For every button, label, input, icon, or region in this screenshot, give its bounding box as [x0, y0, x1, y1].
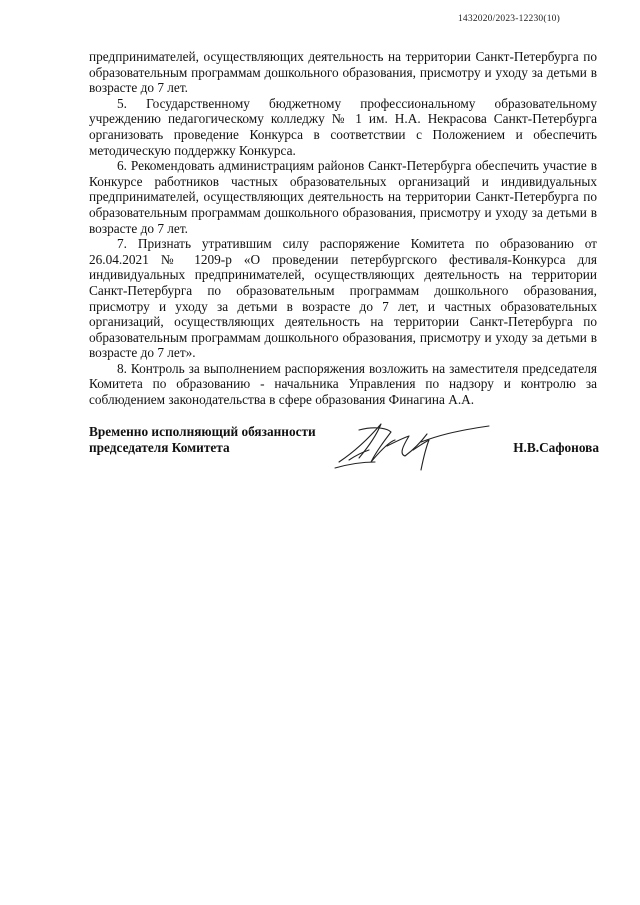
document-id: 1432020/2023-12230(10)	[457, 14, 560, 24]
document-body	[89, 49, 597, 408]
signature-block	[89, 424, 599, 484]
handwritten-signature	[329, 416, 499, 476]
paragraph-7: 7. Признать утратившим силу распоряжение Комитета по образованию от 26.04.2021 № 1209-р «О проведении петербургского фестиваля-Конкурса для индивидуальных предпринимателей, осуществляющих деятельность на территории Санкт-Петербурга по образовательным программам дошкольного образования, присмотру и уходу за детьми в возрасте до 7 лет, и частных образовательных организаций, осуществляющих деятельность на территории Санкт-Петербурга по образовательным программам дошкольного образования, присмотру и уходу за детьми в возрасте до 7 лет».	[89, 236, 597, 361]
signatory-position	[89, 424, 316, 456]
signatory-position-line-2: председателя Комитета	[89, 440, 230, 455]
signatory-name: Н.В.Сафонова	[513, 440, 599, 455]
paragraph-5: 5. Государственному бюджетному профессиональному образовательному учреждению педагогическому колледжу № 1 им. Н.А. Некрасова Санкт-Петербурга организовать проведение Конкурса в соответствии с Положением и обеспечить методическую поддержку Конкурса.	[89, 95, 597, 158]
paragraph-8: 8. Контроль за выполнением распоряжения возложить на заместителя председателя Комитета по образованию - начальника Управления по надзору и контролю за соблюдением законодательства в сфере образования Финагина А.А.	[89, 360, 597, 408]
paragraph-4-tail: предпринимателей, осуществляющих деятельность на территории Санкт-Петербурга по образовательным программам дошкольного образования, присмотру и уходу за детьми в возрасте до 7 лет.	[89, 49, 597, 96]
signatory-position-line-1: Временно исполняющий обязанности	[89, 424, 316, 439]
paragraph-6: 6. Рекомендовать администрациям районов Санкт-Петербурга обеспечить участие в Конкурсе работников частных образовательных организаций и индивидуальных предпринимателей, осуществляющих деятельность на территории Санкт-Петербурга по образовательным программам дошкольного образования, присмотру и уходу за детьми в возрасте до 7 лет.	[89, 158, 597, 236]
